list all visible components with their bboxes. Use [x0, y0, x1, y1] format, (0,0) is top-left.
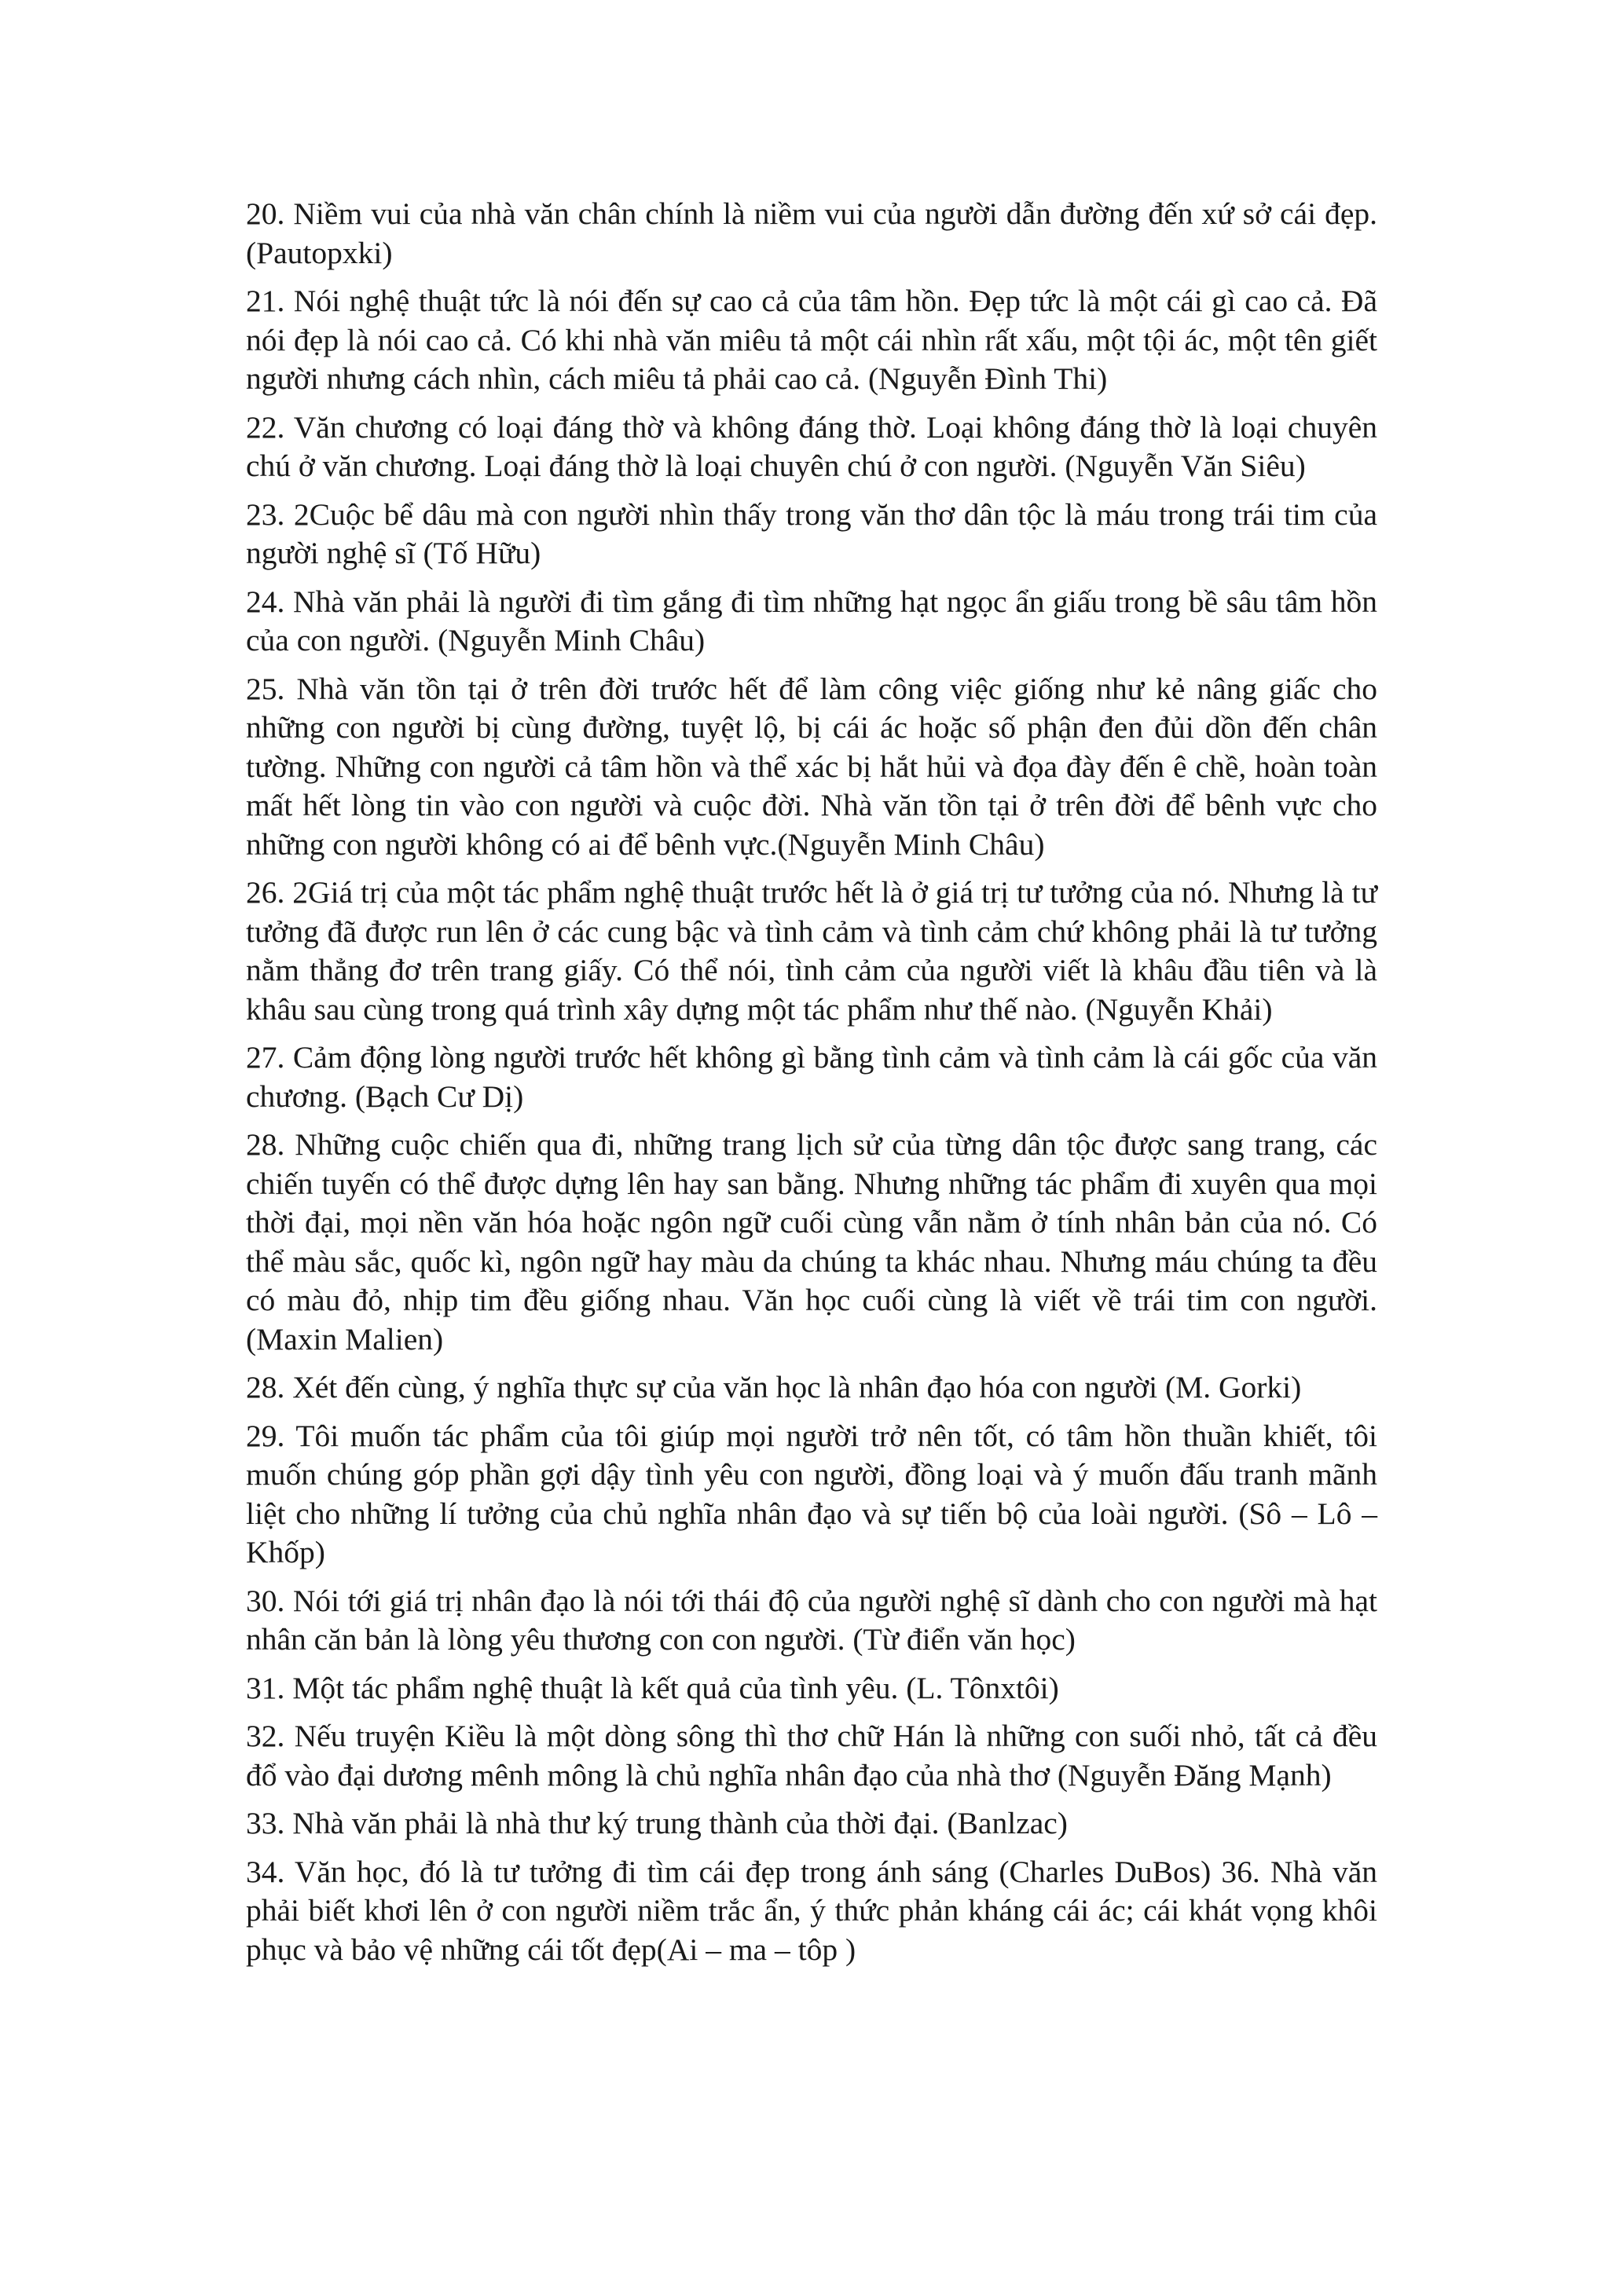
quote-paragraph-31: 31. Một tác phẩm nghệ thuật là kết quả của tình yêu. (L. Tônxtôi): [246, 1670, 1059, 1705]
quote-paragraph-29: 29. Tôi muốn tác phẩm của tôi giúp mọi người trở nên tốt, có tâm hồn thuần khiết, tôi muốn chúng góp phần gợi dậy tình yêu con người, đồng loại và ý muốn đấu tranh mãnh liệt cho những lí tưởng của chủ nghĩa nhân đạo và sự tiến bộ của loài người. (Sô – Lô – Khốp): [246, 1418, 1377, 1569]
quote-paragraph-23: 23. 2Cuộc bể dâu mà con người nhìn thấy trong văn thơ dân tộc là máu trong trái tim của người nghệ sĩ (Tố Hữu): [246, 496, 1377, 570]
quote-paragraph-24: 24. Nhà văn phải là người đi tìm gắng đi tìm những hạt ngọc ẩn giấu trong bề sâu tâm hồn của con người. (Nguyễn Minh Châu): [246, 584, 1377, 657]
quote-paragraph-30: 30. Nói tới giá trị nhân đạo là nói tới thái độ của người nghệ sĩ dành cho con người mà hạt nhân căn bản là lòng yêu thương con con người. (Từ điển văn học): [246, 1583, 1377, 1657]
quote-paragraph-27: 27. Cảm động lòng người trước hết không gì bằng tình cảm và tình cảm là cái gốc của văn chương. (Bạch Cư Dị): [246, 1040, 1377, 1114]
quote-paragraph-25: 25. Nhà văn tồn tại ở trên đời trước hết để làm công việc giống như kẻ nâng giấc cho những con người bị cùng đường, tuyệt lộ, bị cái ác hoặc số phận đen đủi dồn đến chân tường. Những con người cả tâm hồn và thể xác bị hắt hủi và đọa đày đến ê chề, hoàn toàn mất hết lòng tin vào con người và cuộc đời. Nhà văn tồn tại ở trên đời để bênh vực cho những con người không có ai để bênh vực.(Nguyễn Minh Châu): [246, 671, 1377, 862]
quote-paragraph-26: 26. 2Giá trị của một tác phẩm nghệ thuật trước hết là ở giá trị tư tưởng của nó. Nhưng là tư tưởng đã được run lên ở các cung bậc và tình cảm và tình cảm chứ không phải là tư tưởng nằm thẳng đơ trên trang giấy. Có thể nói, tình cảm của người viết là khâu đầu tiên và là khâu sau cùng trong quá trình xây dựng một tác phẩm như thế nào. (Nguyễn Khải): [246, 875, 1377, 1027]
quote-paragraph-28b: 28. Xét đến cùng, ý nghĩa thực sự của văn học là nhân đạo hóa con người (M. Gorki): [246, 1370, 1302, 1404]
quote-paragraph-20: 20. Niềm vui của nhà văn chân chính là niềm vui của người dẫn đường đến xứ sở cái đẹp. (Pautopxki): [246, 196, 1377, 270]
quote-paragraph-32: 32. Nếu truyện Kiều là một dòng sông thì thơ chữ Hán là những con suối nhỏ, tất cả đều đổ vào đại dương mênh mông là chủ nghĩa nhân đạo của nhà thơ (Nguyễn Đăng Mạnh): [246, 1719, 1377, 1792]
quote-paragraph-28a: 28. Những cuộc chiến qua đi, những trang lịch sử của từng dân tộc được sang trang, các chiến tuyến có thể được dựng lên hay san bằng. Nhưng những tác phẩm đi xuyên qua mọi thời đại, mọi nền văn hóa hoặc ngôn ngữ cuối cùng vẫn nằm ở tính nhân bản của nó. Có thể màu sắc, quốc kì, ngôn ngữ hay màu da chúng ta khác nhau. Nhưng máu chúng ta đều có màu đỏ, nhịp tim đều giống nhau. Văn học cuối cùng là viết về trái tim con người. (Maxin Malien): [246, 1127, 1377, 1357]
quote-paragraph-34: 34. Văn học, đó là tư tưởng đi tìm cái đẹp trong ánh sáng (Charles DuBos) 36. Nhà văn phải biết khơi lên ở con người niềm trắc ẩn, ý thức phản kháng cái ác; cái khát vọng khôi phục và bảo vệ những cái tốt đẹp(Ai – ma – tôp ): [246, 1854, 1377, 1967]
quote-paragraph-22: 22. Văn chương có loại đáng thờ và không đáng thờ. Loại không đáng thờ là loại chuyên chú ở văn chương. Loại đáng thờ là loại chuyên chú ở con người. (Nguyễn Văn Siêu): [246, 409, 1377, 483]
quote-paragraph-21: 21. Nói nghệ thuật tức là nói đến sự cao cả của tâm hồn. Đẹp tức là một cái gì cao cả. Đã nói đẹp là nói cao cả. Có khi nhà văn miêu tả một cái nhìn rất xấu, một tội ác, một tên giết người nhưng cách nhìn, cách miêu tả phải cao cả. (Nguyễn Đình Thi): [246, 284, 1377, 396]
document-body: [246, 195, 1377, 1979]
quote-paragraph-33: 33. Nhà văn phải là nhà thư ký trung thành của thời đại. (Banlzac): [246, 1806, 1068, 1840]
